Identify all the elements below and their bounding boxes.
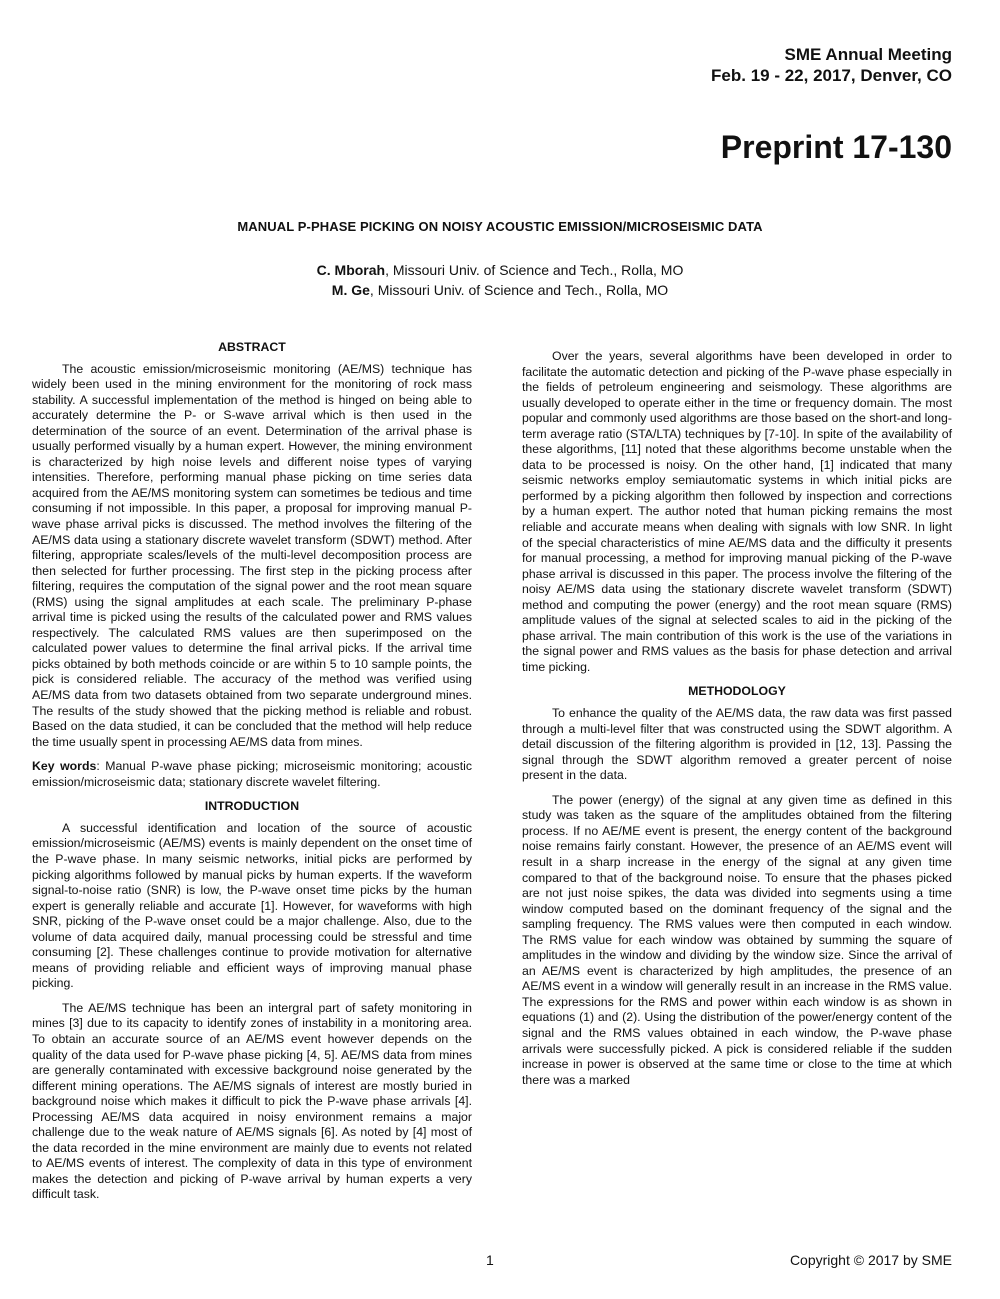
methodology-heading: METHODOLOGY	[688, 684, 786, 699]
author-line	[0, 280, 1000, 300]
conference-dates: Feb. 19 - 22, 2017, Denver, CO	[711, 66, 952, 85]
intro-paragraph-3: Over the years, several algorithms have been developed in order to facilitate the automatic detection and picking of the P-wave phase especially in the fields of petroleum engineering and seismology. These algorithms are usually developed to operate either in the time or frequency domain. The most popular and commonly used algorithms are those based on the short-and long-term average ratio (STA/LTA) techniques by [7-10]. In spite of the availability of these algorithms, [11] noted that these algorithms become unstable when the data to be processed is noisy. On the other hand, [1] indicated that many seismic networks employ semiautomatic systems in which initial picks are performed by a picking algorithm then followed by inspection and corrections by a human expert. The author noted that human picking remains the most reliable and accurate means when dealing with signals with low SNR. In light of the special characteristics of mine AE/MS data and the difficulty it presents for manual processing, a method for improving manual picking of the P-wave phase arrival is discussed in this paper. The process involve the filtering of the noisy AE/MS data using the stationary discrete wavelet transform (SDWT) method and computing the power (energy) and the root mean square (RMS) amplitude values of the signal at selected scales to aid in the picking of the phase arrival. The main contribution of this work is the use of the variations in the signal power and RMS values as the basis for phase detection and arrival time picking.	[522, 349, 952, 674]
author-affiliation: , Missouri Univ. of Science and Tech., Rolla, MO	[385, 262, 684, 278]
right-column	[522, 340, 952, 1097]
intro-paragraph-1: A successful identification and location of the source of acoustic emission/microseismic (AE/MS) events is mainly dependent on the onset time of the P-wave phase. In many seismic networks, initial picks are performed by picking algorithms followed by manual picks by human experts. If the waveform signal-to-noise ratio (SNR) is low, the P-wave onset time picks by the human expert is generally reliable and accurate [1]. However, for waveforms with high SNR, picking of the P-wave onset could be a major challenge. Also, due to the volume of data acquired daily, manual processing could be stressful and time consuming [2]. These challenges continue to provide motivation for alternative means of providing reliable and efficient ways of improving manual phase picking.	[32, 820, 472, 991]
preprint-number: Preprint 17-130	[720, 129, 952, 165]
keywords-text: : Manual P-wave phase picking; microseismic monitoring; acoustic emission/microseismic data; stationary discrete wavelet filtering.	[32, 759, 473, 789]
conference-name: SME Annual Meeting	[784, 45, 952, 64]
abstract-text: The acoustic emission/microseismic monitoring (AE/MS) technique has widely been used in the mining environment for the monitoring of rock mass stability. A successful implementation of the method is hinged on being able to accurately determine the P- or S-wave arrival which is then used in the determination of the source of an event. Determination of the arrival phase is usually performed visually by a human expert. However, the mining environment is characterized by high noise levels and different noise types of varying intensities. Therefore, performing manual phase picking on time series data acquired from the AE/MS monitoring system can sometimes be tedious and time consuming if not impossible. In this paper, a proposal for improving manual P-wave phase arrival picks is discussed. The method involves the filtering of the AE/MS data using a stationary discrete wavelet transform (SDWT) method. After filtering, appropriate scales/levels of the multi-level decomposition process are then selected for further processing. The first step in the picking process after filtering, requires the computation of the signal power and the root mean square (RMS) using the signal amplitudes at each scale. The preliminary P-phase arrival time is picked using the results of the calculated power and RMS values respectively. The calculated RMS values are then superimposed on the calculated power values to determine the final arrival picks. If the arrival time picks obtained by both methods coincide or are within 5 to 10 sample points, the pick is considered reliable. The accuracy of the method was verified using AE/MS data from two datasets obtained from two separate underground mines. The results of the study showed that the picking method is reliable and robust. Based on the data studied, it can be concluded that the method will help reduce the time usually spent in processing AE/MS data from mines.	[32, 361, 472, 749]
methodology-paragraph-1: To enhance the quality of the AE/MS data, the raw data was first passed through a multi-level filter that was constructed using the SDWT algorithm. A detail discussion of the filtering algorithm is provided in [12, 13]. Passing the signal through the SDWT algorithm removed a greater percent of noise present in the data.	[522, 706, 952, 783]
copyright-notice: Copyright © 2017 by SME	[789, 1252, 952, 1268]
author-name: M. Ge	[331, 282, 370, 298]
left-column	[32, 340, 472, 1212]
methodology-paragraph-2: The power (energy) of the signal at any given time as defined in this study was taken as the square of the amplitudes obtained from the filtering process. If no AE/ME event is present, the energy content of the background noise remains fairly constant. However, the presence of an AE/MS event will result in a sharp increase in the energy of the signal at any given time compared to that of the background noise. To ensure that the phases picked are not just noise spikes, the data was divided into segments using a time window computed based on the dominant frequency of the signal and the sampling frequency. The RMS values were then computed in each window. The RMS value for each window was obtained by summing the square of amplitudes in the window and dividing by the window size. Since the arrival of an AE/MS event is characterized by high amplitudes, the presence of an AE/MS event in a window will generally result in an increase in the RMS value. The expressions for the RMS and power within each window is as shown in equations (1) and (2). Using the distribution of the power/energy content of the signal and the RMS values obtained in each window, the P-wave phase arrivals were successfully picked. A pick is considered reliable if the sudden increase in power is observed at the same time or close to the time at which there was a marked	[522, 792, 952, 1087]
page-number: 1	[486, 1252, 494, 1268]
author-list	[0, 260, 1000, 300]
author-affiliation: , Missouri Univ. of Science and Tech., Rolla, MO	[369, 282, 669, 298]
author-name: C. Mborah	[316, 262, 386, 278]
paper-title: MANUAL P-PHASE PICKING ON NOISY ACOUSTIC EMISSION/MICROSEISMIC DATA	[237, 219, 763, 234]
conference-header	[711, 44, 952, 86]
introduction-heading: INTRODUCTION	[204, 799, 300, 814]
intro-paragraph-2: The AE/MS technique has been an intergral part of safety monitoring in mines [3] due to its capacity to identify zones of instability in a monitoring area. To obtain an accurate source of an AE/MS event however depends on the quality of the data used for P-wave phase picking [4, 5]. AE/MS data from mines are generally contaminated with excessive background noise generated by the different mining operations. The AE/MS signals of interest are mostly buried in background noise which makes it difficult to pick the P-wave phase arrivals [4]. Processing AE/MS data acquired in noisy environment remains a major challenge due to the weak nature of AE/MS signals [6]. As noted by [4] most of the data recorded in the mine environment are mainly due to events not related to AE/MS events of interest. The complexity of data in this type of environment makes the detection and picking of P-wave arrival by human experts a very difficult task.	[32, 1000, 472, 1202]
keywords-label: Key words	[32, 759, 97, 774]
keywords	[32, 759, 472, 790]
abstract-heading: ABSTRACT	[218, 340, 286, 354]
author-line	[0, 260, 1000, 280]
